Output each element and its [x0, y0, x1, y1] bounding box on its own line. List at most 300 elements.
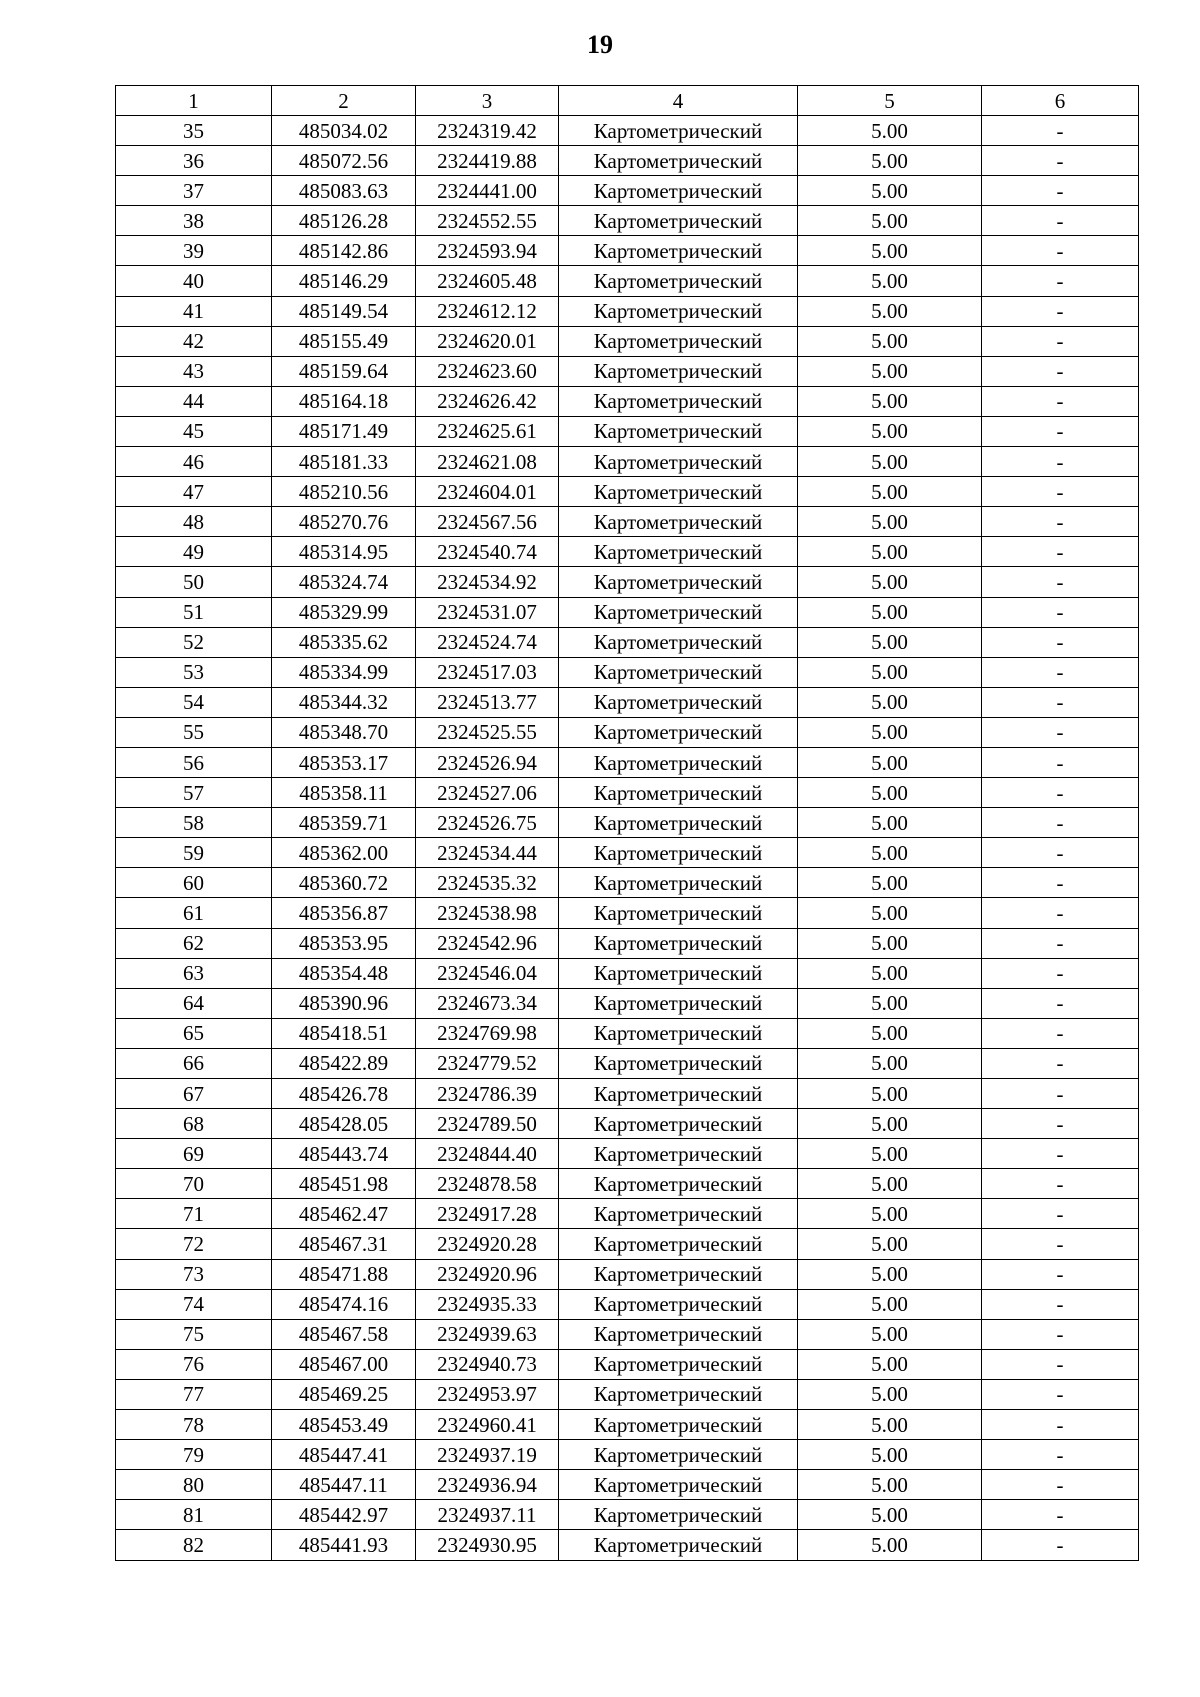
cell-x-coordinate: 485314.95 — [272, 537, 416, 567]
cell-point-number: 79 — [116, 1440, 272, 1470]
cell-note: - — [982, 1109, 1139, 1139]
cell-method: Картометрический — [559, 1349, 798, 1379]
cell-y-coordinate: 2324526.94 — [416, 747, 559, 777]
table-row — [116, 687, 1139, 717]
cell-method: Картометрический — [559, 236, 798, 266]
cell-note: - — [982, 1048, 1139, 1078]
cell-note: - — [982, 1018, 1139, 1048]
cell-method: Картометрический — [559, 1018, 798, 1048]
coordinates-table — [115, 85, 1139, 1561]
cell-y-coordinate: 2324878.58 — [416, 1169, 559, 1199]
column-header-2: 2 — [272, 86, 416, 116]
cell-y-coordinate: 2324419.88 — [416, 146, 559, 176]
cell-note: - — [982, 988, 1139, 1018]
cell-point-number: 80 — [116, 1470, 272, 1500]
cell-method: Картометрический — [559, 567, 798, 597]
cell-note: - — [982, 1470, 1139, 1500]
table-row — [116, 1259, 1139, 1289]
cell-note: - — [982, 717, 1139, 747]
table-row — [116, 898, 1139, 928]
cell-x-coordinate: 485142.86 — [272, 236, 416, 266]
cell-point-number: 63 — [116, 958, 272, 988]
cell-note: - — [982, 176, 1139, 206]
cell-method: Картометрический — [559, 1169, 798, 1199]
table-row — [116, 778, 1139, 808]
cell-x-coordinate: 485426.78 — [272, 1079, 416, 1109]
cell-accuracy: 5.00 — [798, 1018, 982, 1048]
cell-method: Картометрический — [559, 1259, 798, 1289]
cell-note: - — [982, 356, 1139, 386]
cell-note: - — [982, 477, 1139, 507]
cell-y-coordinate: 2324540.74 — [416, 537, 559, 567]
column-header-6: 6 — [982, 86, 1139, 116]
cell-x-coordinate: 485360.72 — [272, 868, 416, 898]
cell-point-number: 60 — [116, 868, 272, 898]
cell-y-coordinate: 2324937.11 — [416, 1500, 559, 1530]
cell-point-number: 68 — [116, 1109, 272, 1139]
cell-y-coordinate: 2324930.95 — [416, 1530, 559, 1560]
cell-point-number: 44 — [116, 386, 272, 416]
cell-x-coordinate: 485447.11 — [272, 1470, 416, 1500]
table-row — [116, 1199, 1139, 1229]
cell-accuracy: 5.00 — [798, 597, 982, 627]
cell-point-number: 43 — [116, 356, 272, 386]
cell-accuracy: 5.00 — [798, 1109, 982, 1139]
cell-method: Картометрический — [559, 687, 798, 717]
cell-x-coordinate: 485083.63 — [272, 176, 416, 206]
cell-y-coordinate: 2324623.60 — [416, 356, 559, 386]
cell-note: - — [982, 1199, 1139, 1229]
table-row — [116, 447, 1139, 477]
cell-accuracy: 5.00 — [798, 507, 982, 537]
cell-y-coordinate: 2324936.94 — [416, 1470, 559, 1500]
table-row — [116, 146, 1139, 176]
cell-y-coordinate: 2324779.52 — [416, 1048, 559, 1078]
cell-method: Картометрический — [559, 1500, 798, 1530]
cell-note: - — [982, 627, 1139, 657]
cell-x-coordinate: 485072.56 — [272, 146, 416, 176]
cell-accuracy: 5.00 — [798, 868, 982, 898]
cell-method: Картометрический — [559, 597, 798, 627]
cell-method: Картометрический — [559, 416, 798, 446]
cell-accuracy: 5.00 — [798, 266, 982, 296]
cell-note: - — [982, 567, 1139, 597]
cell-method: Картометрический — [559, 1530, 798, 1560]
cell-method: Картометрический — [559, 1139, 798, 1169]
cell-note: - — [982, 1289, 1139, 1319]
cell-method: Картометрический — [559, 1319, 798, 1349]
cell-accuracy: 5.00 — [798, 958, 982, 988]
cell-y-coordinate: 2324535.32 — [416, 868, 559, 898]
table-row — [116, 176, 1139, 206]
cell-y-coordinate: 2324534.92 — [416, 567, 559, 597]
cell-note: - — [982, 146, 1139, 176]
cell-y-coordinate: 2324517.03 — [416, 657, 559, 687]
cell-point-number: 53 — [116, 657, 272, 687]
cell-accuracy: 5.00 — [798, 657, 982, 687]
table-row — [116, 507, 1139, 537]
table-row — [116, 567, 1139, 597]
cell-y-coordinate: 2324953.97 — [416, 1379, 559, 1409]
cell-note: - — [982, 1169, 1139, 1199]
cell-method: Картометрический — [559, 386, 798, 416]
cell-x-coordinate: 485441.93 — [272, 1530, 416, 1560]
cell-point-number: 54 — [116, 687, 272, 717]
cell-x-coordinate: 485146.29 — [272, 266, 416, 296]
cell-note: - — [982, 447, 1139, 477]
cell-point-number: 72 — [116, 1229, 272, 1259]
cell-point-number: 57 — [116, 778, 272, 808]
cell-point-number: 77 — [116, 1379, 272, 1409]
cell-x-coordinate: 485471.88 — [272, 1259, 416, 1289]
table-row — [116, 1018, 1139, 1048]
cell-method: Картометрический — [559, 146, 798, 176]
cell-x-coordinate: 485467.31 — [272, 1229, 416, 1259]
table-row — [116, 1289, 1139, 1319]
cell-accuracy: 5.00 — [798, 687, 982, 717]
cell-method: Картометрический — [559, 808, 798, 838]
column-header-3: 3 — [416, 86, 559, 116]
cell-accuracy: 5.00 — [798, 206, 982, 236]
table-row — [116, 958, 1139, 988]
cell-method: Картометрический — [559, 778, 798, 808]
cell-point-number: 55 — [116, 717, 272, 747]
cell-y-coordinate: 2324441.00 — [416, 176, 559, 206]
cell-method: Картометрический — [559, 1109, 798, 1139]
cell-method: Картометрический — [559, 1440, 798, 1470]
cell-method: Картометрический — [559, 116, 798, 146]
cell-y-coordinate: 2324542.96 — [416, 928, 559, 958]
cell-y-coordinate: 2324939.63 — [416, 1319, 559, 1349]
cell-point-number: 64 — [116, 988, 272, 1018]
cell-accuracy: 5.00 — [798, 447, 982, 477]
cell-note: - — [982, 416, 1139, 446]
cell-y-coordinate: 2324920.28 — [416, 1229, 559, 1259]
cell-y-coordinate: 2324844.40 — [416, 1139, 559, 1169]
cell-accuracy: 5.00 — [798, 1470, 982, 1500]
cell-method: Картометрический — [559, 1470, 798, 1500]
cell-point-number: 66 — [116, 1048, 272, 1078]
cell-note: - — [982, 1079, 1139, 1109]
table-row — [116, 657, 1139, 687]
cell-accuracy: 5.00 — [798, 1169, 982, 1199]
cell-y-coordinate: 2324527.06 — [416, 778, 559, 808]
cell-x-coordinate: 485344.32 — [272, 687, 416, 717]
cell-x-coordinate: 485270.76 — [272, 507, 416, 537]
cell-method: Картометрический — [559, 958, 798, 988]
cell-y-coordinate: 2324524.74 — [416, 627, 559, 657]
cell-note: - — [982, 1530, 1139, 1560]
cell-y-coordinate: 2324526.75 — [416, 808, 559, 838]
cell-point-number: 40 — [116, 266, 272, 296]
cell-x-coordinate: 485149.54 — [272, 296, 416, 326]
cell-note: - — [982, 808, 1139, 838]
cell-note: - — [982, 928, 1139, 958]
cell-method: Картометрический — [559, 447, 798, 477]
cell-x-coordinate: 485155.49 — [272, 326, 416, 356]
cell-method: Картометрический — [559, 928, 798, 958]
cell-note: - — [982, 1229, 1139, 1259]
cell-accuracy: 5.00 — [798, 356, 982, 386]
cell-note: - — [982, 747, 1139, 777]
cell-accuracy: 5.00 — [798, 386, 982, 416]
cell-x-coordinate: 485210.56 — [272, 477, 416, 507]
cell-note: - — [982, 657, 1139, 687]
cell-accuracy: 5.00 — [798, 537, 982, 567]
cell-accuracy: 5.00 — [798, 116, 982, 146]
table-row — [116, 747, 1139, 777]
table-row — [116, 477, 1139, 507]
cell-x-coordinate: 485467.58 — [272, 1319, 416, 1349]
cell-point-number: 65 — [116, 1018, 272, 1048]
cell-note: - — [982, 1259, 1139, 1289]
cell-note: - — [982, 958, 1139, 988]
page-number: 19 — [587, 30, 613, 59]
cell-y-coordinate: 2324940.73 — [416, 1349, 559, 1379]
cell-y-coordinate: 2324552.55 — [416, 206, 559, 236]
cell-point-number: 35 — [116, 116, 272, 146]
cell-x-coordinate: 485359.71 — [272, 808, 416, 838]
cell-method: Картометрический — [559, 266, 798, 296]
cell-y-coordinate: 2324626.42 — [416, 386, 559, 416]
cell-x-coordinate: 485467.00 — [272, 1349, 416, 1379]
cell-note: - — [982, 1139, 1139, 1169]
table-row — [116, 1319, 1139, 1349]
cell-x-coordinate: 485334.99 — [272, 657, 416, 687]
table-row — [116, 1139, 1139, 1169]
cell-y-coordinate: 2324917.28 — [416, 1199, 559, 1229]
cell-accuracy: 5.00 — [798, 236, 982, 266]
cell-y-coordinate: 2324960.41 — [416, 1410, 559, 1440]
cell-y-coordinate: 2324513.77 — [416, 687, 559, 717]
cell-point-number: 42 — [116, 326, 272, 356]
cell-accuracy: 5.00 — [798, 747, 982, 777]
column-header-5: 5 — [798, 86, 982, 116]
cell-note: - — [982, 1410, 1139, 1440]
cell-note: - — [982, 236, 1139, 266]
table-row — [116, 988, 1139, 1018]
cell-x-coordinate: 485181.33 — [272, 447, 416, 477]
cell-y-coordinate: 2324789.50 — [416, 1109, 559, 1139]
cell-y-coordinate: 2324621.08 — [416, 447, 559, 477]
cell-note: - — [982, 266, 1139, 296]
cell-y-coordinate: 2324673.34 — [416, 988, 559, 1018]
cell-x-coordinate: 485348.70 — [272, 717, 416, 747]
cell-note: - — [982, 778, 1139, 808]
table-row — [116, 116, 1139, 146]
table-row — [116, 386, 1139, 416]
cell-point-number: 58 — [116, 808, 272, 838]
cell-method: Картометрический — [559, 356, 798, 386]
cell-note: - — [982, 1319, 1139, 1349]
cell-accuracy: 5.00 — [798, 176, 982, 206]
table-row — [116, 1470, 1139, 1500]
table-row — [116, 236, 1139, 266]
cell-accuracy: 5.00 — [798, 1500, 982, 1530]
cell-y-coordinate: 2324769.98 — [416, 1018, 559, 1048]
table-row — [116, 266, 1139, 296]
cell-x-coordinate: 485353.17 — [272, 747, 416, 777]
cell-note: - — [982, 687, 1139, 717]
table-row — [116, 326, 1139, 356]
cell-accuracy: 5.00 — [798, 1229, 982, 1259]
cell-note: - — [982, 507, 1139, 537]
cell-point-number: 51 — [116, 597, 272, 627]
cell-x-coordinate: 485474.16 — [272, 1289, 416, 1319]
cell-x-coordinate: 485447.41 — [272, 1440, 416, 1470]
cell-method: Картометрический — [559, 176, 798, 206]
table-row — [116, 356, 1139, 386]
cell-accuracy: 5.00 — [798, 1379, 982, 1409]
table-row — [116, 1169, 1139, 1199]
cell-accuracy: 5.00 — [798, 838, 982, 868]
cell-note: - — [982, 868, 1139, 898]
cell-accuracy: 5.00 — [798, 1079, 982, 1109]
table-row — [116, 296, 1139, 326]
cell-point-number: 46 — [116, 447, 272, 477]
cell-point-number: 38 — [116, 206, 272, 236]
cell-method: Картометрический — [559, 1048, 798, 1078]
table-row — [116, 1410, 1139, 1440]
cell-accuracy: 5.00 — [798, 1259, 982, 1289]
cell-method: Картометрический — [559, 747, 798, 777]
cell-method: Картометрический — [559, 477, 798, 507]
cell-accuracy: 5.00 — [798, 146, 982, 176]
cell-point-number: 76 — [116, 1349, 272, 1379]
cell-point-number: 69 — [116, 1139, 272, 1169]
cell-method: Картометрический — [559, 1199, 798, 1229]
cell-point-number: 37 — [116, 176, 272, 206]
cell-y-coordinate: 2324538.98 — [416, 898, 559, 928]
cell-method: Картометрический — [559, 988, 798, 1018]
table-row — [116, 1229, 1139, 1259]
table-row — [116, 838, 1139, 868]
cell-accuracy: 5.00 — [798, 988, 982, 1018]
cell-x-coordinate: 485428.05 — [272, 1109, 416, 1139]
table-row — [116, 1500, 1139, 1530]
cell-x-coordinate: 485443.74 — [272, 1139, 416, 1169]
cell-x-coordinate: 485324.74 — [272, 567, 416, 597]
cell-point-number: 59 — [116, 838, 272, 868]
cell-method: Картометрический — [559, 868, 798, 898]
cell-point-number: 70 — [116, 1169, 272, 1199]
table-row — [116, 717, 1139, 747]
cell-note: - — [982, 116, 1139, 146]
cell-point-number: 36 — [116, 146, 272, 176]
cell-x-coordinate: 485164.18 — [272, 386, 416, 416]
cell-point-number: 75 — [116, 1319, 272, 1349]
column-header-1: 1 — [116, 86, 272, 116]
table-header — [116, 86, 1139, 116]
table-row — [116, 1048, 1139, 1078]
table-row — [116, 928, 1139, 958]
cell-y-coordinate: 2324625.61 — [416, 416, 559, 446]
cell-method: Картометрический — [559, 717, 798, 747]
cell-accuracy: 5.00 — [798, 808, 982, 838]
cell-point-number: 56 — [116, 747, 272, 777]
cell-x-coordinate: 485329.99 — [272, 597, 416, 627]
cell-y-coordinate: 2324935.33 — [416, 1289, 559, 1319]
cell-point-number: 62 — [116, 928, 272, 958]
cell-note: - — [982, 296, 1139, 326]
cell-point-number: 41 — [116, 296, 272, 326]
cell-y-coordinate: 2324546.04 — [416, 958, 559, 988]
cell-method: Картометрический — [559, 206, 798, 236]
cell-method: Картометрический — [559, 1079, 798, 1109]
cell-note: - — [982, 1379, 1139, 1409]
cell-note: - — [982, 1349, 1139, 1379]
cell-accuracy: 5.00 — [798, 928, 982, 958]
table-row — [116, 1379, 1139, 1409]
cell-x-coordinate: 485422.89 — [272, 1048, 416, 1078]
cell-x-coordinate: 485126.28 — [272, 206, 416, 236]
cell-method: Картометрический — [559, 1289, 798, 1319]
cell-point-number: 47 — [116, 477, 272, 507]
cell-note: - — [982, 206, 1139, 236]
cell-note: - — [982, 326, 1139, 356]
cell-method: Картометрический — [559, 326, 798, 356]
cell-y-coordinate: 2324593.94 — [416, 236, 559, 266]
table-row — [116, 597, 1139, 627]
cell-point-number: 78 — [116, 1410, 272, 1440]
cell-x-coordinate: 485354.48 — [272, 958, 416, 988]
cell-point-number: 49 — [116, 537, 272, 567]
cell-x-coordinate: 485442.97 — [272, 1500, 416, 1530]
table-row — [116, 868, 1139, 898]
cell-accuracy: 5.00 — [798, 1530, 982, 1560]
cell-note: - — [982, 597, 1139, 627]
cell-x-coordinate: 485453.49 — [272, 1410, 416, 1440]
cell-accuracy: 5.00 — [798, 1139, 982, 1169]
cell-accuracy: 5.00 — [798, 416, 982, 446]
cell-point-number: 45 — [116, 416, 272, 446]
cell-y-coordinate: 2324786.39 — [416, 1079, 559, 1109]
table-row — [116, 808, 1139, 838]
cell-note: - — [982, 1440, 1139, 1470]
cell-x-coordinate: 485469.25 — [272, 1379, 416, 1409]
cell-accuracy: 5.00 — [798, 567, 982, 597]
cell-accuracy: 5.00 — [798, 326, 982, 356]
cell-x-coordinate: 485451.98 — [272, 1169, 416, 1199]
cell-method: Картометрический — [559, 838, 798, 868]
cell-method: Картометрический — [559, 1410, 798, 1440]
cell-accuracy: 5.00 — [798, 1199, 982, 1229]
cell-x-coordinate: 485353.95 — [272, 928, 416, 958]
table-row — [116, 416, 1139, 446]
cell-point-number: 73 — [116, 1259, 272, 1289]
table-row — [116, 1440, 1139, 1470]
cell-y-coordinate: 2324605.48 — [416, 266, 559, 296]
cell-x-coordinate: 485159.64 — [272, 356, 416, 386]
table-body — [116, 116, 1139, 1561]
table-row — [116, 206, 1139, 236]
cell-point-number: 81 — [116, 1500, 272, 1530]
cell-y-coordinate: 2324620.01 — [416, 326, 559, 356]
cell-y-coordinate: 2324920.96 — [416, 1259, 559, 1289]
cell-method: Картометрический — [559, 296, 798, 326]
cell-accuracy: 5.00 — [798, 1319, 982, 1349]
cell-y-coordinate: 2324531.07 — [416, 597, 559, 627]
cell-accuracy: 5.00 — [798, 1289, 982, 1319]
cell-point-number: 48 — [116, 507, 272, 537]
cell-point-number: 71 — [116, 1199, 272, 1229]
cell-y-coordinate: 2324534.44 — [416, 838, 559, 868]
cell-accuracy: 5.00 — [798, 717, 982, 747]
table-row — [116, 1530, 1139, 1560]
cell-note: - — [982, 537, 1139, 567]
cell-point-number: 39 — [116, 236, 272, 266]
cell-y-coordinate: 2324525.55 — [416, 717, 559, 747]
